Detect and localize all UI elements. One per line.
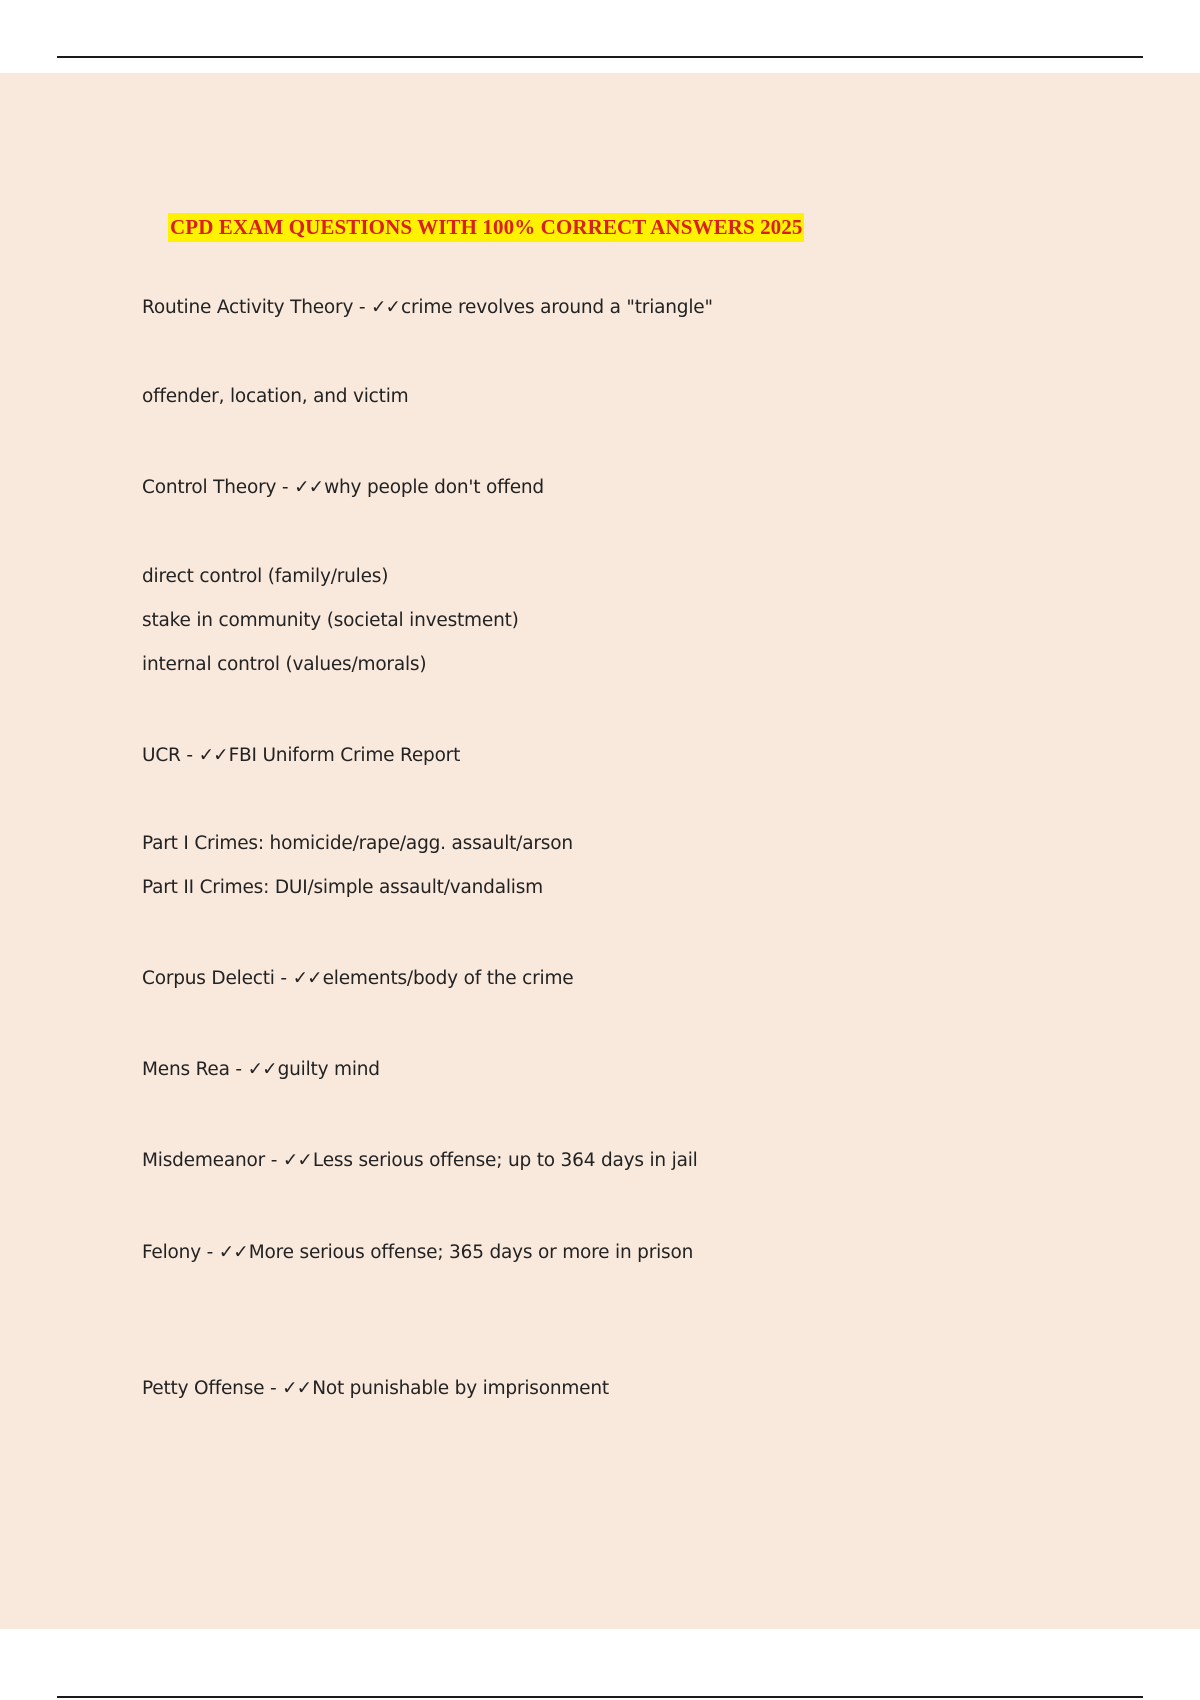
entry-term: UCR -	[142, 745, 199, 766]
entry-control-theory	[142, 476, 544, 500]
entry-term: Control Theory -	[142, 477, 295, 498]
entry-answer: why people don't offend	[324, 477, 544, 498]
entry-term: Corpus Delecti -	[142, 968, 293, 989]
double-check-icon: ✓✓	[282, 1378, 312, 1399]
entry-note: direct control (family/rules)	[142, 566, 389, 587]
double-check-icon: ✓✓	[198, 745, 228, 766]
entry-answer: guilty mind	[277, 1059, 380, 1080]
entry-note: internal control (values/morals)	[142, 654, 427, 675]
entry-term: Mens Rea -	[142, 1059, 248, 1080]
entry-answer: Not punishable by imprisonment	[312, 1378, 609, 1399]
entry-misdemeanor	[142, 1149, 698, 1173]
entry-note: Part II Crimes: DUI/simple assault/vandalism	[142, 877, 543, 898]
double-check-icon: ✓✓	[294, 477, 324, 498]
entry-note: Part I Crimes: homicide/rape/agg. assault/arson	[142, 833, 573, 854]
entry-note: stake in community (societal investment)	[142, 610, 519, 631]
double-check-icon: ✓✓	[247, 1059, 277, 1080]
entry-note: offender, location, and victim	[142, 386, 409, 407]
entry-answer: elements/body of the crime	[322, 968, 574, 989]
entry-term: Felony -	[142, 1242, 219, 1263]
entry-ucr	[142, 744, 460, 768]
entry-answer: More serious offense; 365 days or more in prison	[248, 1242, 694, 1263]
header-rule	[57, 56, 1143, 58]
entry-mens-rea	[142, 1058, 380, 1082]
entry-routine-activity-theory	[142, 296, 713, 320]
double-check-icon: ✓✓	[371, 297, 401, 318]
entry-felony	[142, 1241, 693, 1265]
footer-rule	[57, 1696, 1143, 1698]
entry-petty-offense	[142, 1377, 609, 1401]
entry-corpus-delecti	[142, 967, 573, 991]
entry-term: Misdemeanor -	[142, 1150, 283, 1171]
entry-answer: FBI Uniform Crime Report	[228, 745, 461, 766]
entry-answer: Less serious offense; up to 364 days in jail	[312, 1150, 698, 1171]
entry-answer: crime revolves around a "triangle"	[401, 297, 713, 318]
entry-term: Routine Activity Theory -	[142, 297, 372, 318]
double-check-icon: ✓✓	[292, 968, 322, 989]
entry-term: Petty Offense -	[142, 1378, 283, 1399]
double-check-icon: ✓✓	[282, 1150, 312, 1171]
double-check-icon: ✓✓	[218, 1242, 248, 1263]
document-title: CPD EXAM QUESTIONS WITH 100% CORRECT ANSWERS 2025	[168, 213, 804, 242]
